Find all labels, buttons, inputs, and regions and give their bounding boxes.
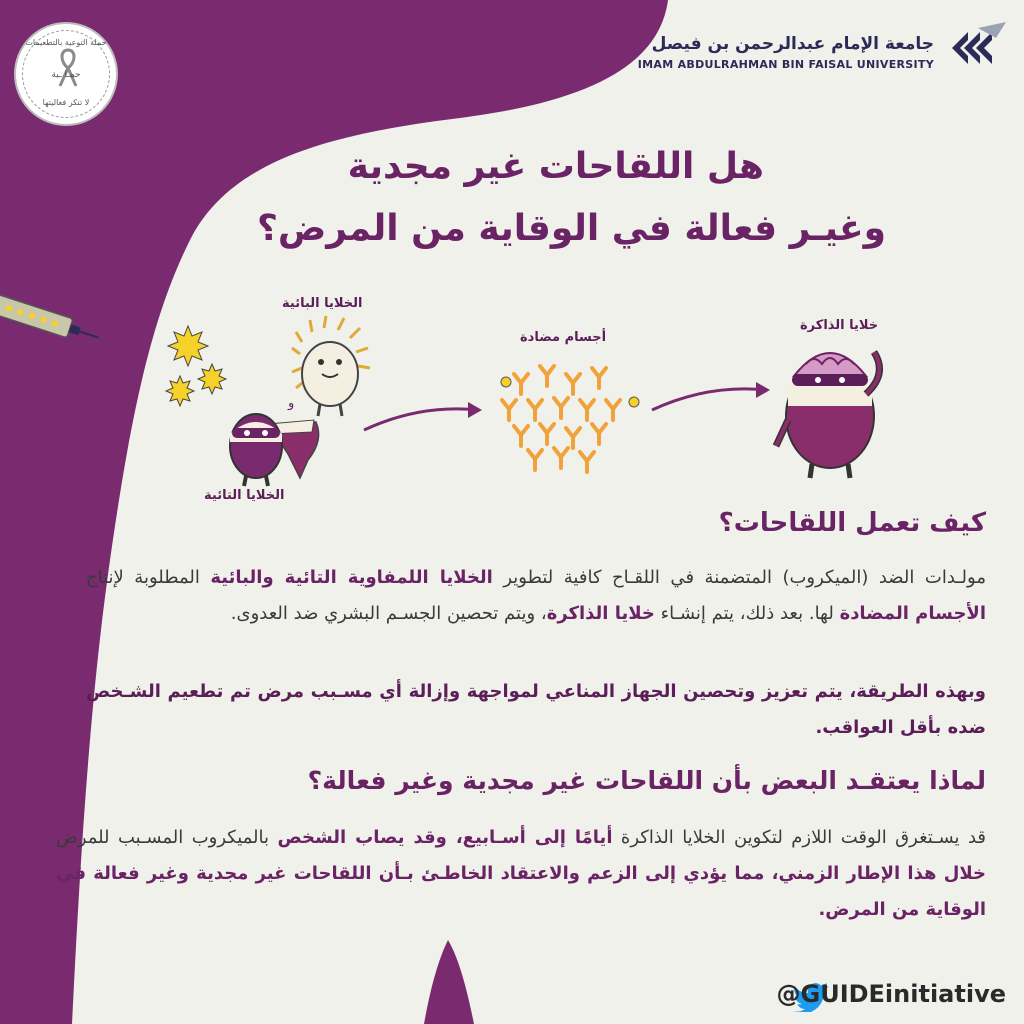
- university-name-english: IMAM ABDULRAHMAN BIN FAISAL UNIVERSITY: [637, 58, 934, 71]
- section-heading-why: لماذا يعتقـد البعض بأن اللقاحات غير مجدية وغير فعالة؟: [307, 766, 986, 795]
- highlight-days-to-weeks: أيامًا إلى أسـابيع، وقد يصاب الشخص: [277, 827, 613, 848]
- label-antibodies: أجسام مضادة: [520, 330, 607, 345]
- t-cell-character-icon: [216, 400, 326, 488]
- memory-cell-character-icon: [770, 334, 894, 480]
- seal-top-text: حملة التوعية بالتطعيمات: [25, 38, 107, 47]
- highlight-antibodies: الأجسام المضادة: [839, 603, 986, 624]
- arrow-icon: [360, 394, 484, 438]
- label-t-cells: الخلايا التائية: [204, 488, 285, 503]
- label-memory-cells: خلايا الذاكرة: [800, 318, 879, 333]
- section-heading-how: كيف تعمل اللقاحات؟: [718, 508, 986, 538]
- page-title-line-1: هل اللقاحات غير مجدية: [347, 146, 764, 187]
- university-name-arabic: جامعة الإمام عبدالرحمن بن فيصل: [651, 34, 934, 54]
- text-run: ، ويتم تحصين الجسـم البشري ضد العدوى.: [230, 603, 547, 624]
- awareness-ribbon-icon: [56, 48, 80, 88]
- why-paragraph: [56, 820, 986, 928]
- campaign-seal: [14, 22, 118, 126]
- purple-drip-bottom: [424, 940, 474, 1024]
- how-paragraph-2: وبهذه الطريقة، يتم تعزيز وتحصين الجهاز المناعي لمواجهة وإزالة أي مسـبب مرض تم تطعيم الشـخص ضده بأقل العواقب.: [86, 681, 986, 738]
- seal-bottom-text: لا تنكر فعاليتها: [42, 98, 90, 107]
- syringe-icon: [0, 290, 100, 360]
- label-b-cells: الخلايا البائية: [282, 296, 363, 311]
- how-paragraph-1: [86, 560, 986, 632]
- twitter-handle-link[interactable]: @GUIDEinitiative: [776, 980, 1006, 1008]
- text-run: لها. بعد ذلك، يتم إنشـاء: [654, 603, 840, 624]
- page-title-line-2: وغيـر فعالة في الوقاية من المرض؟: [256, 208, 886, 249]
- text-run: المطلوبة لإنتاج: [86, 567, 211, 588]
- germ-cluster-icon: [160, 320, 230, 410]
- text-run: بالميكروب المسـبب للمرض: [56, 827, 278, 848]
- highlight-lymphocytes: الخلايا اللمفاوية التائية والبائية: [210, 567, 493, 588]
- text-run: مولـدات الضد (الميكروب) المتضمنة في اللقـاح كافية لتطوير: [492, 567, 986, 588]
- label-and: و: [288, 396, 295, 411]
- seal-middle-text: حمـا ـية: [51, 70, 81, 80]
- highlight-timeframe: خلال هذا الإطار الزمني، مما يؤدي إلى الزعم والاعتقاد الخاطـئ بـأن اللقاحات غير مجدية وغير فعالة في الوقاية من المرض.: [56, 863, 986, 920]
- university-logo-icon: [948, 18, 1010, 66]
- antibody-cluster-icon: [494, 360, 644, 476]
- highlight-memory-cells: خلايا الذاكرة: [546, 603, 655, 624]
- text-run: قد يسـتغرق الوقت اللازم لتكوين الخلايا الذاكرة: [612, 827, 987, 848]
- arrow-icon: [648, 374, 772, 418]
